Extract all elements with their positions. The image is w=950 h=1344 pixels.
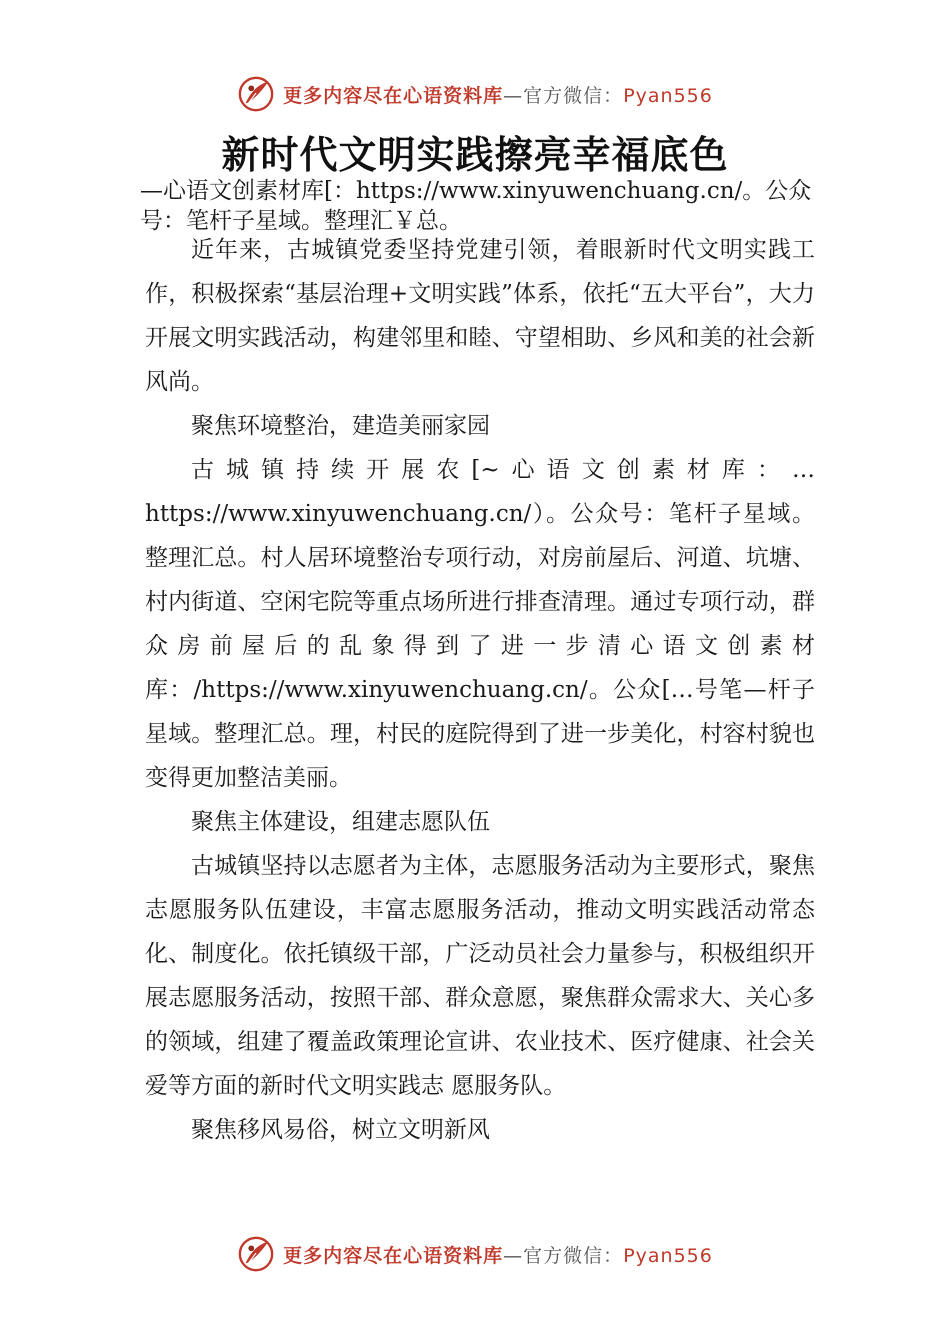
section-heading-volunteers: 聚焦主体建设，组建志愿队伍 (191, 809, 490, 835)
section-heading-customs: 聚焦移风易俗，树立文明新风 (191, 1117, 490, 1143)
banner-wechat-id: Pyan556 (623, 84, 713, 107)
paragraph-intro: 近年来，古城镇党委坚持党建引领，着眼新时代文明实践工作，积极探索“基层治理+文明实践”体系，依托“五大平台”，大力开展文明实践活动，构建邻里和睦、守望相助、乡风和美的社会新风尚。 (145, 237, 815, 395)
banner-text (283, 1241, 713, 1268)
banner-brand: 更多内容尽在心语资料库 (283, 1244, 504, 1267)
footer-banner (0, 1232, 950, 1276)
document-body (145, 228, 815, 1152)
document-title: 新时代文明实践擦亮幸福底色 (221, 132, 729, 177)
paragraph-volunteers: 古城镇坚持以志愿者为主体，志愿服务活动为主要形式，聚焦志愿服务队伍建设，丰富志愿服务活动，推动文明实践活动常态化、制度化。依托镇级干部，广泛动员社会力量参与，积极组织开展志愿服务活动，按照干部、群众意愿，聚焦群众需求大、关心多的领域，组建了覆盖政策理论宣讲、农业技术、医疗健康、社会关爱等方面的新时代文明实践志 愿服务队。 (145, 853, 815, 1099)
banner-brand: 更多内容尽在心语资料库 (283, 84, 504, 107)
quill-logo-icon (237, 1235, 275, 1273)
paragraph-environment: 古城镇持续开展农[~心语文创素材库：…https://www.xinyuwenchuang.cn/）。公众号：笔杆子星域。整理汇总。村人居环境整治专项行动，对房前屋后、河道、坑塘、村内街道、空闲宅院等重点场所进行排查清理。通过专项行动，群众房前屋后的乱象得到了进一步清心语文创素材库：/https://www.xinyuwenchuang.cn/。公众[…号笔—杆子星域。整理汇总。理，村民的庭院得到了进一步美化，村容村貌也变得更加整洁美丽。 (145, 457, 815, 791)
banner-text (283, 81, 713, 108)
banner-label: —官方微信： (503, 84, 624, 107)
section-heading-environment: 聚焦环境整治，建造美丽家园 (191, 413, 490, 439)
banner-wechat-id: Pyan556 (623, 1244, 713, 1267)
document-subtitle: —心语文创素材库[：https://www.xinyuwenchuang.cn/。公众号：笔杆子星域。整理汇￥总。 (140, 178, 812, 234)
quill-logo-icon (237, 75, 275, 113)
header-banner (0, 72, 950, 116)
banner-label: —官方微信： (503, 1244, 624, 1267)
